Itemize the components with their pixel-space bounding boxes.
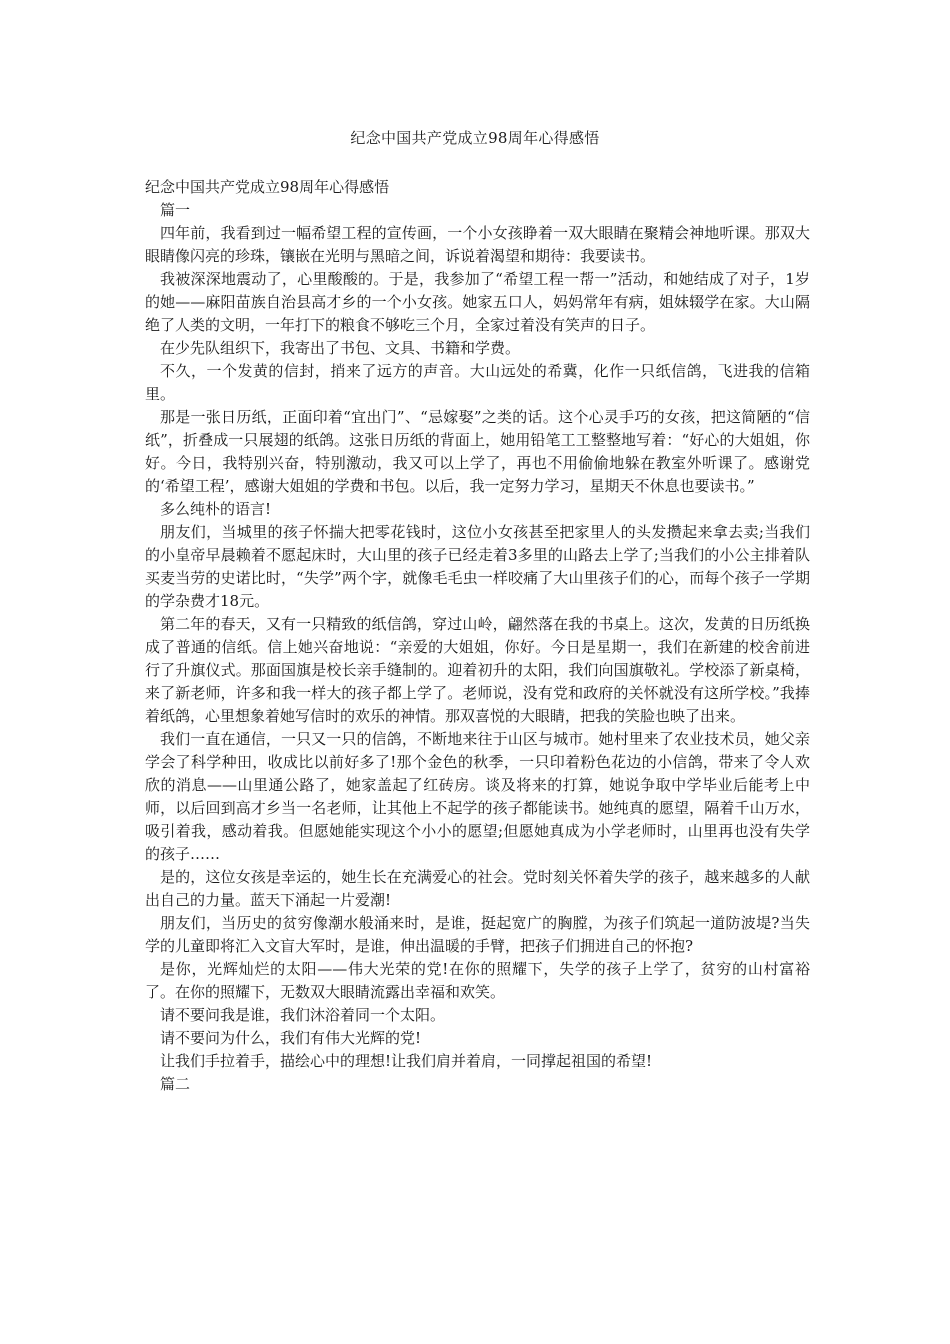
paragraph: 四年前，我看到过一幅希望工程的宣传画，一个小女孩睁着一双大眼睛在聚精会神地听课。那双大眼睛像闪亮的珍珠，镶嵌在光明与黑暗之间，诉说着渴望和期待：我要读书。 — [145, 224, 810, 265]
paragraph: 让我们手拉着手，描绘心中的理想!让我们肩并着肩，一同撑起祖国的希望! — [160, 1052, 653, 1070]
paragraph: 不久，一个发黄的信封，捎来了远方的声音。大山远处的希冀，化作一只纸信鸽，飞进我的信箱里。 — [145, 362, 810, 403]
section-label-two: 篇二 — [160, 1075, 191, 1093]
paragraph: 多么纯朴的语言! — [160, 500, 272, 518]
paragraph: 是的，这位女孩是幸运的，她生长在充满爱心的社会。党时刻关怀着失学的孩子，越来越多的人献出自己的力量。蓝天下涌起一片爱潮! — [145, 868, 810, 909]
paragraph: 我们一直在通信，一只又一只的信鸽，不断地来往于山区与城市。她村里来了农业技术员，她父亲学会了科学种田，收成比以前好多了!那个金色的秋季，一只印着粉色花边的小信鸽，带来了令人欢欣的消息——山里通公路了，她家盖起了红砖房。谈及将来的打算，她说争取中学毕业后能考上中师，以后回到高才乡当一名老师，让其他上不起学的孩子都能读书。她纯真的愿望，隔着千山万水，吸引着我，感动着我。但愿她能实现这个小小的愿望;但愿她真成为小学老师时，山里再也没有失学的孩子…… — [145, 730, 810, 863]
paragraph: 那是一张日历纸，正面印着“宜出门”、“忌嫁娶”之类的话。这个心灵手巧的女孩，把这简陋的“信纸”，折叠成一只展翅的纸鸽。这张日历纸的背面上，她用铅笔工工整整地写着：“好心的大姐姐，你好。今日，我特别兴奋，特别激动，我又可以上学了，再也不用偷偷地躲在教室外听课了。感谢党的‘希望工程’，感谢大姐姐的学费和书包。以后，我一定努力学习，星期天不休息也要读书。” — [145, 408, 810, 495]
paragraph: 是你，光辉灿烂的太阳——伟大光荣的党!在你的照耀下，失学的孩子上学了，贫穷的山村富裕了。在你的照耀下，无数双大眼睛流露出幸福和欢笑。 — [145, 960, 810, 1001]
paragraph: 朋友们，当历史的贫穷像潮水般涌来时，是谁，挺起宽广的胸膛，为孩子们筑起一道防波堤?当失学的儿童即将汇入文盲大军时，是谁，伸出温暖的手臂，把孩子们拥进自己的怀抱? — [145, 914, 810, 955]
document-body — [145, 176, 810, 1096]
paragraph: 我被深深地震动了，心里酸酸的。于是，我参加了“希望工程一帮一”活动，和她结成了对子，1岁的她——麻阳苗族自治县高才乡的一个小女孩。她家五口人，妈妈常年有病，姐妹辍学在家。大山隔绝了人类的文明，一年打下的粮食不够吃三个月，全家过着没有笑声的日子。 — [145, 270, 810, 334]
paragraph: 第二年的春天，又有一只精致的纸信鸽，穿过山岭，翩然落在我的书桌上。这次，发黄的日历纸换成了普通的信纸。信上她兴奋地说：“亲爱的大姐姐，你好。今日是星期一，我们在新建的校舍前进行了升旗仪式。那面国旗是校长亲手缝制的。迎着初升的太阳，我们向国旗敬礼。学校添了新桌椅，来了新老师，许多和我一样大的孩子都上学了。老师说，没有党和政府的关怀就没有这所学校。”我捧着纸鸽，心里想象着她写信时的欢乐的神情。那双喜悦的大眼睛，把我的笑脸也映了出来。 — [145, 615, 810, 725]
document-title: 纪念中国共产党成立98周年心得感悟 — [350, 129, 600, 147]
document-subtitle: 纪念中国共产党成立98周年心得感悟 — [145, 178, 390, 196]
paragraph: 在少先队组织下，我寄出了书包、文具、书籍和学费。 — [160, 339, 521, 357]
paragraph: 请不要问我是谁，我们沐浴着同一个太阳。 — [160, 1006, 446, 1024]
section-label-one: 篇一 — [160, 201, 191, 219]
paragraph: 朋友们，当城里的孩子怀揣大把零花钱时，这位小女孩甚至把家里人的头发攒起来拿去卖;当我们的小皇帝早晨赖着不愿起床时，大山里的孩子已经走着3多里的山路去上学了;当我们的小公主排着队买麦当劳的史诺比时，“失学”两个字，就像毛毛虫一样咬痛了大山里孩子们的心，而每个孩子一学期的学杂费才18元。 — [145, 523, 810, 610]
paragraph: 请不要问为什么，我们有伟大光辉的党! — [160, 1029, 422, 1047]
